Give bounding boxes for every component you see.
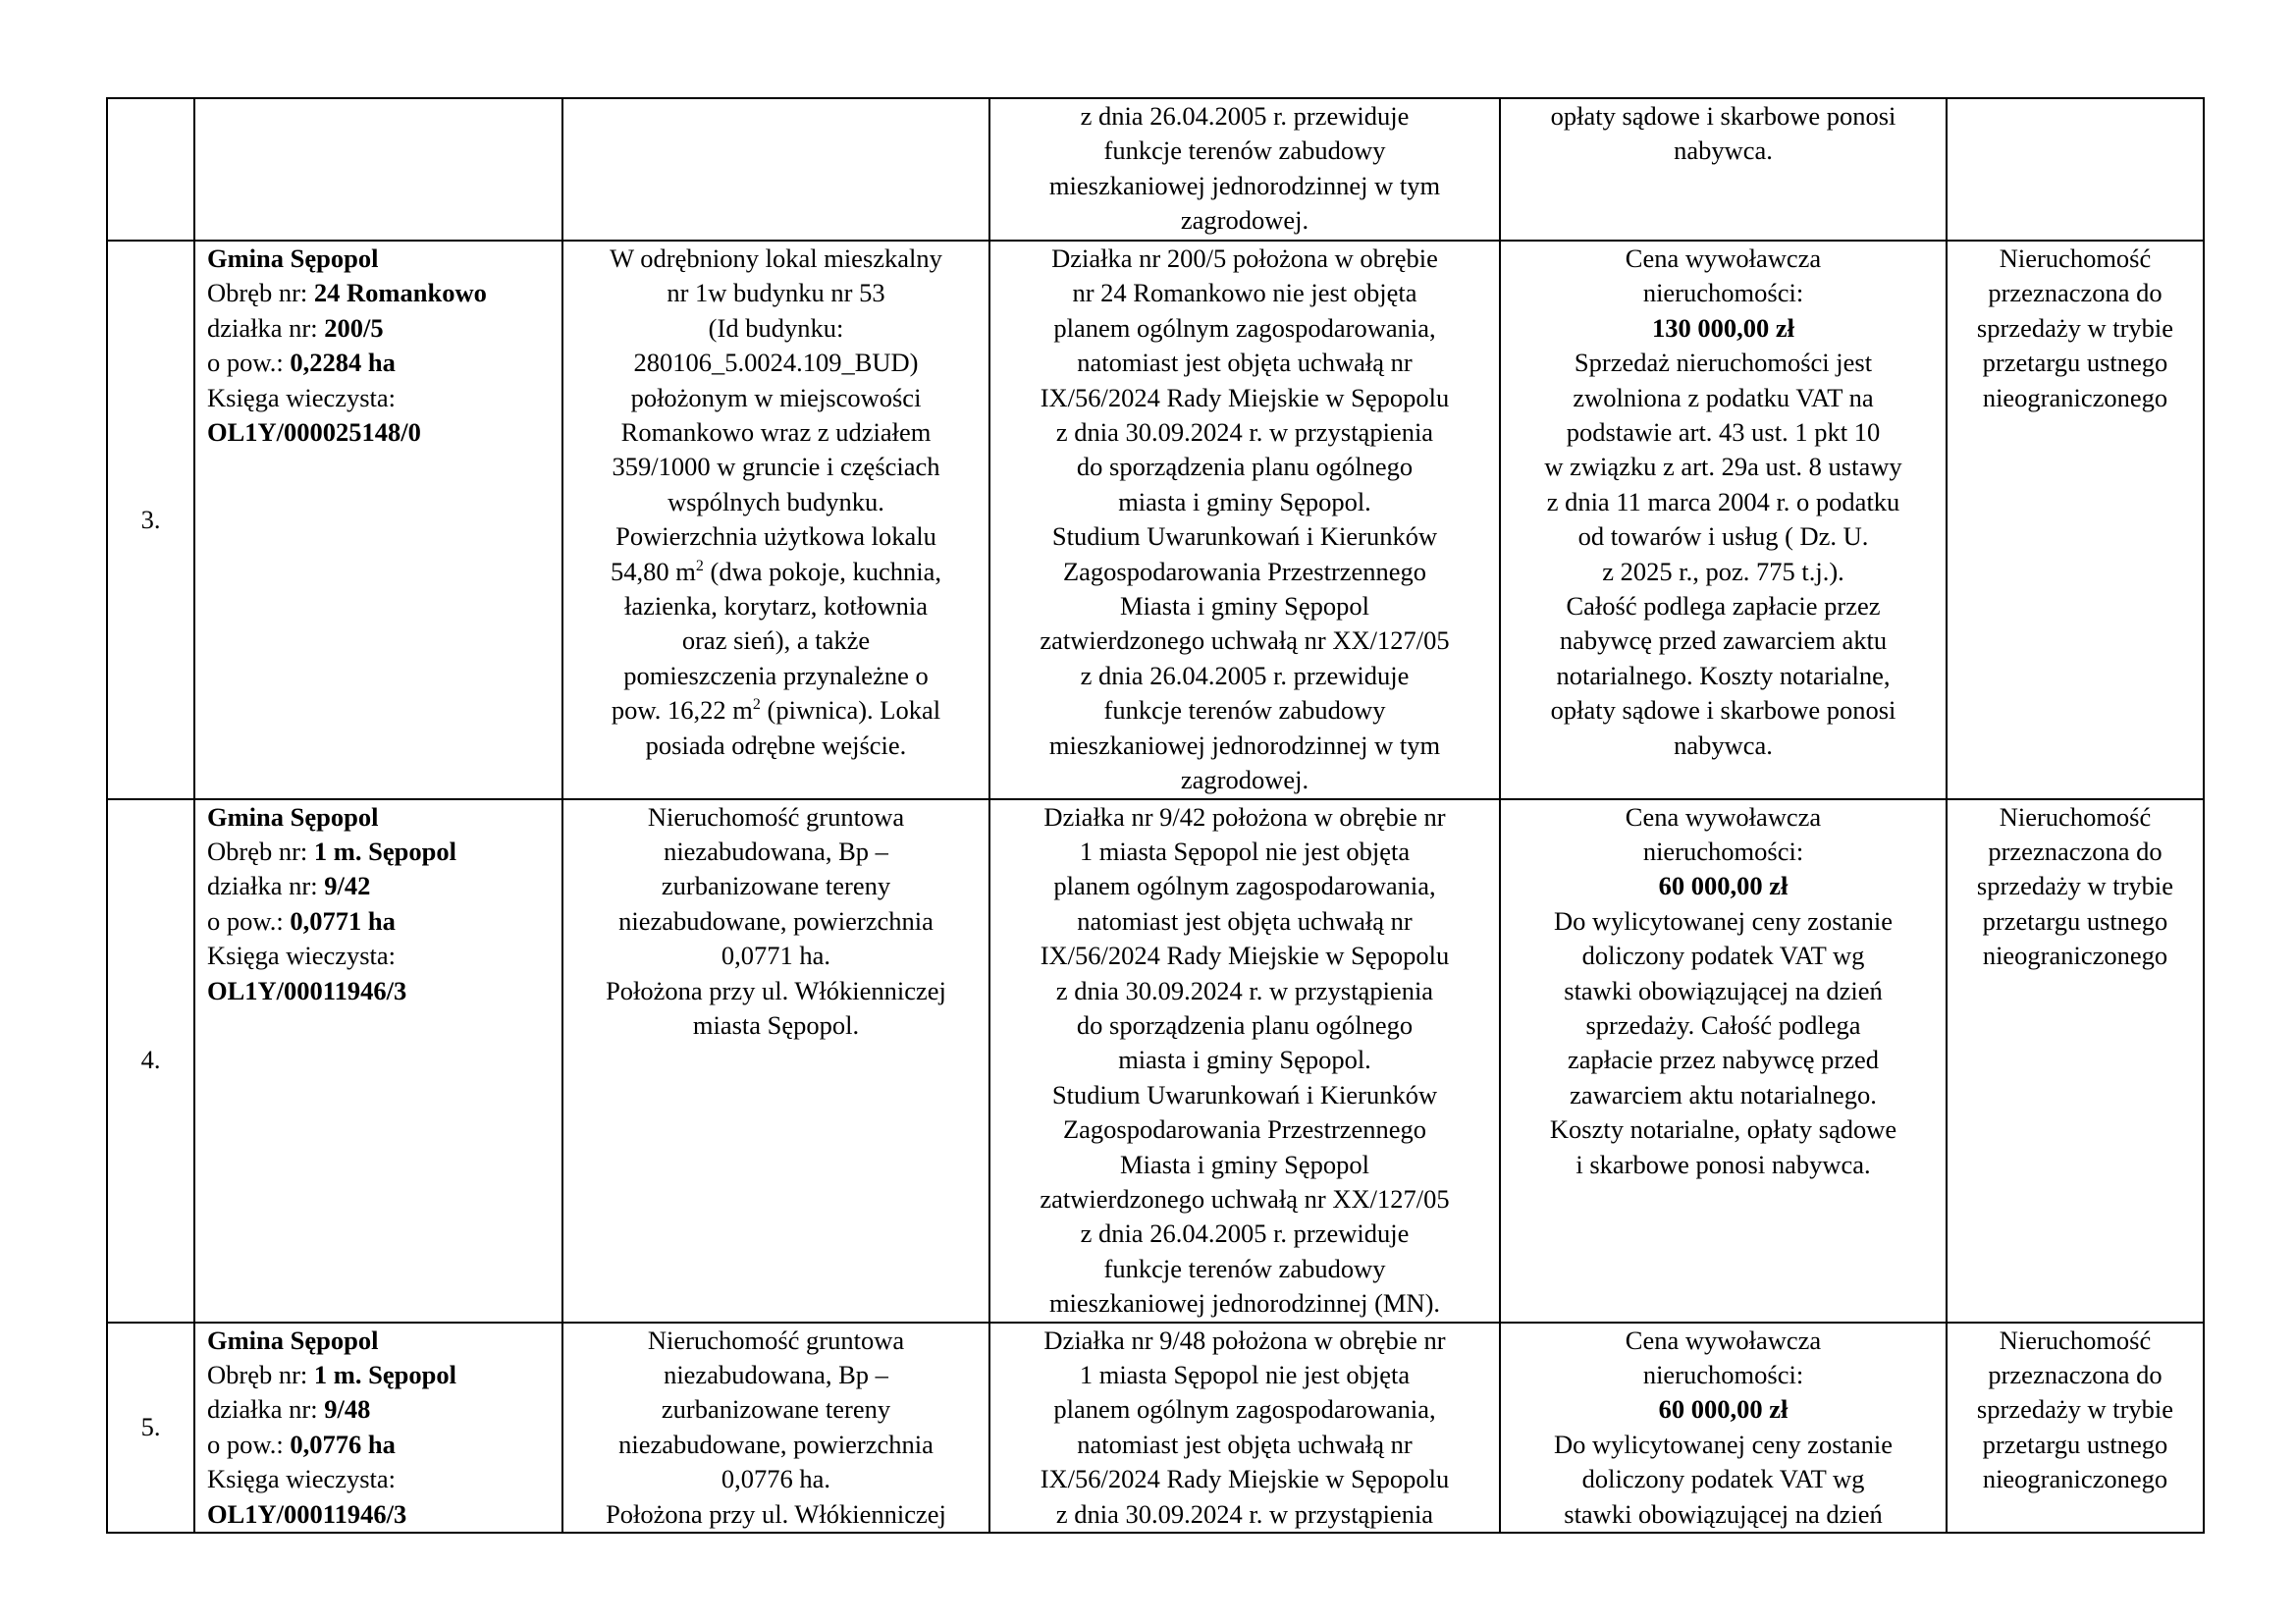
description-line: Romankowo wraz z udziałem	[620, 417, 932, 448]
planning-cell	[989, 799, 1500, 1323]
description-line: niezabudowana, Bp –	[664, 836, 888, 866]
sale-form-cell	[1947, 98, 2204, 241]
location-value: OL1Y/00011946/3	[207, 1498, 407, 1529]
row-number: 5.	[107, 1323, 194, 1533]
table-row	[107, 1323, 2204, 1533]
location-value: Gmina Sępopol	[207, 1325, 379, 1355]
planning-line: planem ogólnym zagospodarowania,	[1053, 312, 1436, 343]
location-line	[207, 346, 556, 380]
location-label: Obręb nr:	[207, 1360, 314, 1389]
table-row	[107, 799, 2204, 1323]
planning-line: zagrodowej.	[1180, 765, 1309, 795]
location-line	[207, 1358, 556, 1392]
planning-line: Studium Uwarunkowań i Kierunków	[1051, 1079, 1438, 1110]
sale-form-line: Nieruchomość	[1999, 1325, 2152, 1355]
planning-line: z dnia 26.04.2005 r. przewiduje	[1080, 660, 1410, 690]
description-line: W odrębniony lokal mieszkalny	[610, 244, 942, 273]
planning-line: Działka nr 9/48 położona w obrębie nr	[1043, 1325, 1446, 1355]
planning-line: Studium Uwarunkowań i Kierunków	[1051, 521, 1438, 552]
description-line: 280106_5.0024.109_BUD)	[633, 348, 919, 378]
description-line: 0,0771 ha.	[721, 941, 831, 971]
sale-form-line: przetargu ustnego	[1982, 1429, 2168, 1459]
sale-form-line: przeznaczona do	[1988, 278, 2163, 308]
planning-line: z dnia 30.09.2024 r. w przystąpienia	[1055, 1498, 1434, 1529]
location-line	[207, 242, 556, 276]
price-line: Do wylicytowanej ceny zostanie	[1553, 905, 1894, 936]
planning-line: mieszkaniowej jednorodzinnej (MN).	[1048, 1288, 1441, 1319]
description-line: pomieszczenia przynależne o	[623, 660, 929, 690]
location-value: 0,0776 ha	[290, 1429, 396, 1459]
price-line: Do wylicytowanej ceny zostanie	[1553, 1429, 1894, 1459]
planning-line: 1 miasta Sępopol nie jest objęta	[1079, 836, 1411, 866]
description-line: 359/1000 w gruncie i częściach	[612, 452, 940, 482]
location-value: 0,0771 ha	[290, 905, 396, 936]
description-line: położonym w miejscowości	[630, 382, 922, 412]
description-line: Powierzchnia użytkowa lokalu	[615, 521, 936, 552]
sale-form-line: sprzedaży w trybie	[1976, 1394, 2174, 1425]
planning-line: do sporządzenia planu ogólnego	[1076, 452, 1414, 482]
location-label: o pow.:	[207, 1429, 291, 1459]
location-line	[207, 904, 556, 939]
price-line: stawki obowiązującej na dzień	[1564, 975, 1883, 1005]
sale-form-line: Nieruchomość	[1999, 244, 2152, 273]
location-value: 200/5	[324, 312, 384, 343]
planning-cell	[989, 241, 1500, 799]
description-line: łazienka, korytarz, kotłownia	[623, 591, 929, 622]
planning-line: zatwierdzonego uchwałą nr XX/127/05	[1040, 625, 1450, 656]
location-line	[207, 381, 556, 415]
location-label: o pow.:	[207, 348, 291, 378]
planning-line: funkcje terenów zabudowy	[1103, 1253, 1386, 1283]
price-line: nabywcę przed zawarciem aktu	[1559, 625, 1888, 656]
planning-line: do sporządzenia planu ogólnego	[1076, 1009, 1414, 1040]
price-line: Sprzedaż nieruchomości jest	[1574, 348, 1873, 378]
price-line: stawki obowiązującej na dzień	[1564, 1498, 1883, 1529]
location-line	[207, 835, 556, 869]
description-line: 54,80 $m^2$ (dwa pokoje, kuchnia,	[611, 556, 941, 586]
superscript: 2	[752, 696, 761, 714]
sale-form-line: nieograniczonego	[1982, 382, 2168, 412]
sale-form-cell	[1947, 799, 2204, 1323]
price-line: zawarciem aktu notarialnego.	[1570, 1079, 1877, 1110]
planning-line: mieszkaniowej jednorodzinnej w tym	[1048, 170, 1441, 200]
planning-line: miasta i gminy Sępopol.	[1118, 486, 1371, 516]
description-line: posiada odrębne wejście.	[645, 730, 907, 760]
description-line: zurbanizowane tereny	[661, 1394, 891, 1425]
description-line: miasta Sępopol.	[692, 1009, 860, 1040]
price-cell	[1500, 98, 1947, 241]
location-label: działka nr:	[207, 312, 325, 343]
price-line: zwolniona z podatku VAT na	[1573, 382, 1874, 412]
table-row	[107, 241, 2204, 799]
planning-line: z dnia 30.09.2024 r. w przystąpienia	[1055, 417, 1434, 448]
price-cell	[1500, 1323, 1947, 1533]
planning-line: z dnia 26.04.2005 r. przewiduje	[1080, 101, 1410, 131]
price-line: podstawie art. 43 ust. 1 pkt 10	[1566, 417, 1881, 448]
location-line	[207, 1462, 556, 1496]
property-table	[106, 97, 2205, 1534]
sale-form-cell	[1947, 1323, 2204, 1533]
price-line: od towarów i usług ( Dz. U.	[1577, 521, 1869, 552]
price-line: zapłacie przez nabywcę przed	[1567, 1045, 1880, 1075]
description-line: oraz sień), a także	[681, 625, 871, 656]
description-cell	[562, 98, 989, 241]
planning-line: IX/56/2024 Rady Miejskie w Sępopolu	[1040, 941, 1450, 971]
sale-form-line: sprzedaży w trybie	[1976, 871, 2174, 901]
price-line: sprzedaży. Całość podlega	[1585, 1009, 1861, 1040]
planning-line: funkcje terenów zabudowy	[1103, 135, 1386, 166]
location-cell	[194, 799, 562, 1323]
location-line	[207, 415, 556, 450]
sale-form-line: przetargu ustnego	[1982, 905, 2168, 936]
description-line: nr 1w budynku nr 53	[667, 278, 885, 308]
description-line: pow. 16,22 $m^2$ (piwnica). Lokal	[611, 695, 941, 726]
planning-line: planem ogólnym zagospodarowania,	[1053, 1394, 1436, 1425]
location-line	[207, 1428, 556, 1462]
location-cell	[194, 1323, 562, 1533]
planning-line: miasta i gminy Sępopol.	[1118, 1045, 1371, 1075]
planning-line: zatwierdzonego uchwałą nr XX/127/05	[1040, 1183, 1450, 1214]
location-label: Obręb nr:	[207, 836, 314, 866]
description-line: niezabudowane, powierzchnia	[618, 1429, 934, 1459]
location-line	[207, 974, 556, 1008]
location-value: OL1Y/000025148/0	[207, 417, 421, 448]
location-value: 1 m. Sępopol	[313, 836, 456, 866]
price-line: notarialnego. Koszty notarialne,	[1556, 660, 1891, 690]
price-line: opłaty sądowe i skarbowe ponosi	[1550, 101, 1896, 131]
location-line	[207, 1392, 556, 1427]
location-label: Księga wieczysta:	[207, 941, 397, 971]
location-value: Gmina Sępopol	[207, 244, 379, 273]
price-line: Cena wywoławcza	[1625, 801, 1822, 832]
price-line: w związku z art. 29a ust. 8 ustawy	[1544, 452, 1902, 482]
location-label: o pow.:	[207, 905, 291, 936]
description-cell	[562, 799, 989, 1323]
price-line: doliczony podatek VAT wg	[1581, 1464, 1865, 1494]
planning-line: Miasta i gminy Sępopol	[1120, 591, 1369, 622]
planning-line: mieszkaniowej jednorodzinnej w tym	[1048, 730, 1441, 760]
price-line: nieruchomości:	[1642, 278, 1804, 308]
location-line	[207, 800, 556, 835]
planning-line: Zagospodarowania Przestrzennego	[1062, 1114, 1427, 1145]
price-line: i skarbowe ponosi nabywca.	[1575, 1149, 1871, 1179]
location-label: Księga wieczysta:	[207, 1464, 397, 1494]
location-cell	[194, 241, 562, 799]
row-number: 3.	[107, 241, 194, 799]
sale-form-line: sprzedaży w trybie	[1976, 312, 2174, 343]
sale-form-line: Nieruchomość	[1999, 801, 2152, 832]
price-value: 60 000,00 zł	[1658, 1394, 1789, 1425]
price-line: doliczony podatek VAT wg	[1581, 941, 1865, 971]
price-cell	[1500, 799, 1947, 1323]
price-cell	[1500, 241, 1947, 799]
location-value: OL1Y/00011946/3	[207, 975, 407, 1005]
description-line: niezabudowana, Bp –	[664, 1360, 888, 1389]
location-line	[207, 276, 556, 310]
planning-line: natomiast jest objęta uchwałą nr	[1077, 1429, 1413, 1459]
location-label: działka nr:	[207, 1394, 325, 1425]
location-value: 1 m. Sępopol	[313, 1360, 456, 1389]
planning-line: Miasta i gminy Sępopol	[1120, 1149, 1369, 1179]
location-value: 24 Romankowo	[313, 278, 487, 308]
price-line: nabywca.	[1674, 135, 1773, 166]
sale-form-line: nieograniczonego	[1982, 1464, 2168, 1494]
planning-line: nr 24 Romankowo nie jest objęta	[1072, 278, 1417, 308]
price-line: Koszty notarialne, opłaty sądowe	[1549, 1114, 1897, 1145]
planning-line: Działka nr 9/42 położona w obrębie nr	[1043, 801, 1446, 832]
price-line: z 2025 r., poz. 775 t.j.).	[1602, 556, 1844, 586]
price-value: 130 000,00 zł	[1652, 312, 1794, 343]
location-label: Obręb nr:	[207, 278, 314, 308]
description-line: wspólnych budynku.	[667, 486, 884, 516]
location-value: 9/42	[324, 871, 371, 901]
description-line: Nieruchomość gruntowa	[647, 801, 905, 832]
planning-cell	[989, 98, 1500, 241]
location-line	[207, 939, 556, 973]
planning-line: Działka nr 200/5 położona w obrębie	[1051, 244, 1438, 273]
description-line: (Id budynku:	[708, 312, 844, 343]
planning-line: planem ogólnym zagospodarowania,	[1053, 871, 1436, 901]
location-label: Księga wieczysta:	[207, 382, 397, 412]
location-line	[207, 1324, 556, 1358]
sale-form-line: przeznaczona do	[1988, 1360, 2163, 1389]
location-value: 9/48	[324, 1394, 371, 1425]
description-line: Położona przy ul. Włókienniczej	[606, 975, 946, 1005]
location-label: działka nr:	[207, 871, 325, 901]
price-line: z dnia 11 marca 2004 r. o podatku	[1546, 486, 1900, 516]
price-line: Cena wywoławcza	[1625, 1325, 1822, 1355]
planning-line: Zagospodarowania Przestrzennego	[1062, 556, 1427, 586]
location-value: 0,2284 ha	[290, 348, 396, 378]
planning-line: 1 miasta Sępopol nie jest objęta	[1079, 1360, 1411, 1389]
planning-line: z dnia 30.09.2024 r. w przystąpienia	[1055, 975, 1434, 1005]
description-cell	[562, 1323, 989, 1533]
row-number	[107, 98, 194, 241]
planning-line: funkcje terenów zabudowy	[1103, 695, 1386, 726]
location-line	[207, 1497, 556, 1532]
planning-line: IX/56/2024 Rady Miejskie w Sępopolu	[1040, 1464, 1450, 1494]
description-line: zurbanizowane tereny	[661, 871, 891, 901]
planning-line: IX/56/2024 Rady Miejskie w Sępopolu	[1040, 382, 1450, 412]
price-line: Cena wywoławcza	[1625, 244, 1822, 273]
location-cell	[194, 98, 562, 241]
planning-line: zagrodowej.	[1180, 205, 1309, 236]
price-line: nieruchomości:	[1642, 836, 1804, 866]
row-number: 4.	[107, 799, 194, 1323]
sale-form-cell	[1947, 241, 2204, 799]
description-line: niezabudowane, powierzchnia	[618, 905, 934, 936]
planning-cell	[989, 1323, 1500, 1533]
planning-line: z dnia 26.04.2005 r. przewiduje	[1080, 1218, 1410, 1249]
sale-form-line: przetargu ustnego	[1982, 348, 2168, 378]
price-line: Całość podlega zapłacie przez	[1566, 591, 1881, 622]
description-line: Położona przy ul. Włókienniczej	[606, 1498, 946, 1529]
price-line: opłaty sądowe i skarbowe ponosi	[1550, 695, 1896, 726]
location-line	[207, 311, 556, 346]
planning-line: natomiast jest objęta uchwałą nr	[1077, 348, 1413, 378]
location-line	[207, 869, 556, 903]
superscript: 2	[695, 557, 704, 574]
description-line: 0,0776 ha.	[721, 1464, 831, 1494]
table-row	[107, 98, 2204, 241]
price-line: nabywca.	[1674, 730, 1773, 760]
sale-form-line: przeznaczona do	[1988, 836, 2163, 866]
sale-form-line: nieograniczonego	[1982, 941, 2168, 971]
description-cell	[562, 241, 989, 799]
description-line: Nieruchomość gruntowa	[647, 1325, 905, 1355]
location-value: Gmina Sępopol	[207, 801, 379, 832]
planning-line: natomiast jest objęta uchwałą nr	[1077, 905, 1413, 936]
price-line: nieruchomości:	[1642, 1360, 1804, 1389]
price-value: 60 000,00 zł	[1658, 871, 1789, 901]
